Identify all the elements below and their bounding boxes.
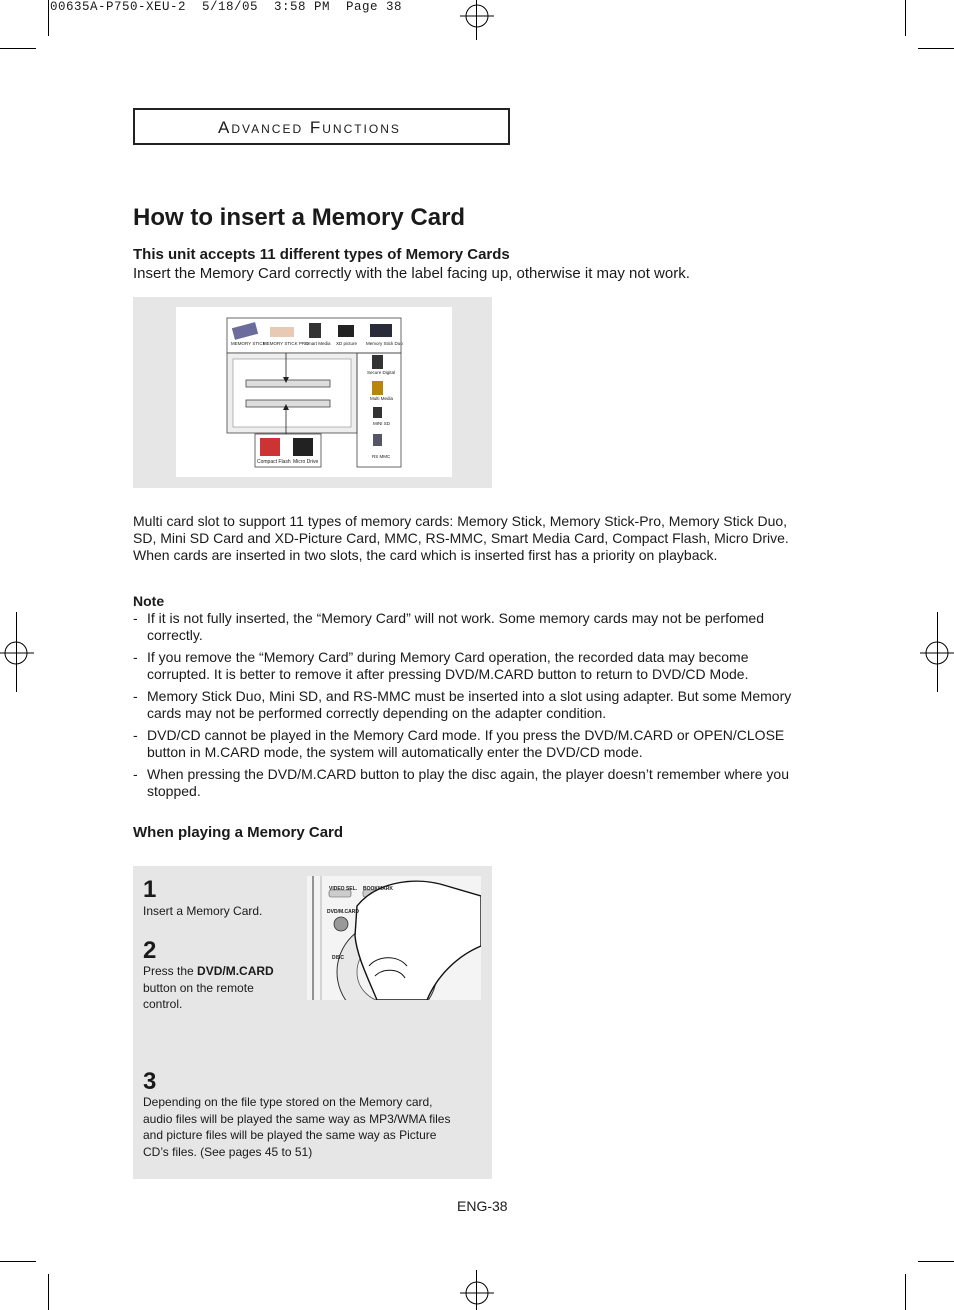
remote-dvd-mcard-label: DVD/M.CARD	[327, 909, 359, 915]
remote-hand-drawing	[307, 876, 481, 1000]
remote-video-sel-label: VIDEO SEL.	[329, 886, 358, 892]
card-label-smart-media: Smart Media	[305, 341, 331, 346]
card-label-rs-mmc: RS MMC	[372, 454, 391, 459]
accepts-heading: This unit accepts 11 different types of Memory Cards	[133, 246, 510, 263]
playing-heading: When playing a Memory Card	[133, 824, 344, 841]
page-title: How to insert a Memory Card	[133, 204, 466, 231]
note-item: - If you remove the “Memory Card” during Memory Card operation, the recorded data may become corrupted. It is better to remove it after pressing DVD/M.CARD button to return to DVD/CD Mode.	[133, 649, 749, 682]
accepts-text: Insert the Memory Card correctly with the label facing up, otherwise it may not work.	[133, 265, 690, 282]
card-diagram	[176, 307, 452, 477]
card-label-memory-stick: MEMORY STICK	[231, 341, 266, 346]
step-2-text: Press the DVD/M.CARD button on the remote control.	[143, 964, 274, 1011]
card-slot-illustration	[176, 307, 452, 477]
note-item: - Memory Stick Duo, Mini SD, and RS-MMC must be inserted into a slot using adapter. But some Memory cards may not be performed correctly depending on the adapter condition.	[133, 688, 792, 721]
print-header: 00635A-P750-XEU-2 5/18/05 3:58 PM Page 38	[50, 0, 403, 14]
step-1-text: Insert a Memory Card.	[143, 904, 263, 918]
step-3-text: Depending on the file type stored on the Memory card, audio files will be played the same way as MP3/WMA files and picture files will be played the same way as Picture CD’s files. (See pages 45 to 51)	[143, 1095, 451, 1159]
card-label-multi-media: Multi Media	[370, 396, 394, 401]
card-label-compact-flash: Compact Flash	[257, 459, 291, 465]
card-label-xd-picture: XD picture	[336, 341, 358, 346]
card-slot-description: Multi card slot to support 11 types of memory cards: Memory Stick, Memory Stick-Pro, Memory Stick Duo, SD, Mini SD Card and XD-Picture Card, MMC, RS-MMC, Smart Media Card, Compact Flash, Micro Drive. When cards are inserted in two slots, the card which is inserted first has a priority on playback.	[133, 513, 789, 563]
card-label-micro-drive: Micro Drive	[293, 459, 319, 465]
remote-disc-label: DISC	[332, 955, 344, 961]
card-label-memory-stick-pro: MEMORY STICK PRO	[263, 341, 309, 346]
page-number: ENG-38	[457, 1198, 508, 1214]
note-title: Note	[133, 593, 165, 609]
step-2-number: 2	[143, 937, 157, 964]
section-title: Advanced Functions	[218, 118, 401, 137]
remote-bookmark-label: BOOKMARK	[363, 886, 393, 892]
note-list	[133, 610, 813, 805]
step-3-number: 3	[143, 1068, 157, 1095]
step-1-number: 1	[143, 876, 157, 903]
note-item: - When pressing the DVD/M.CARD button to play the disc again, the player doesn’t remember where you stopped.	[133, 766, 789, 799]
remote-control-illustration	[307, 876, 481, 1000]
card-label-memory-stick-duo: Memory Stick Duo	[366, 341, 403, 346]
note-item: - If it is not fully inserted, the “Memory Card” will not work. Some memory cards may not be perfomed correctly.	[133, 610, 764, 643]
note-item: - DVD/CD cannot be played in the Memory Card mode. If you press the DVD/M.CARD or OPEN/CLOSE button in M.CARD mode, the system will automatically enter the DVD/CD mode.	[133, 727, 785, 760]
card-label-mini-sd: MINI SD	[373, 421, 391, 426]
card-label-secure-digital: Secure Digital	[367, 370, 396, 375]
